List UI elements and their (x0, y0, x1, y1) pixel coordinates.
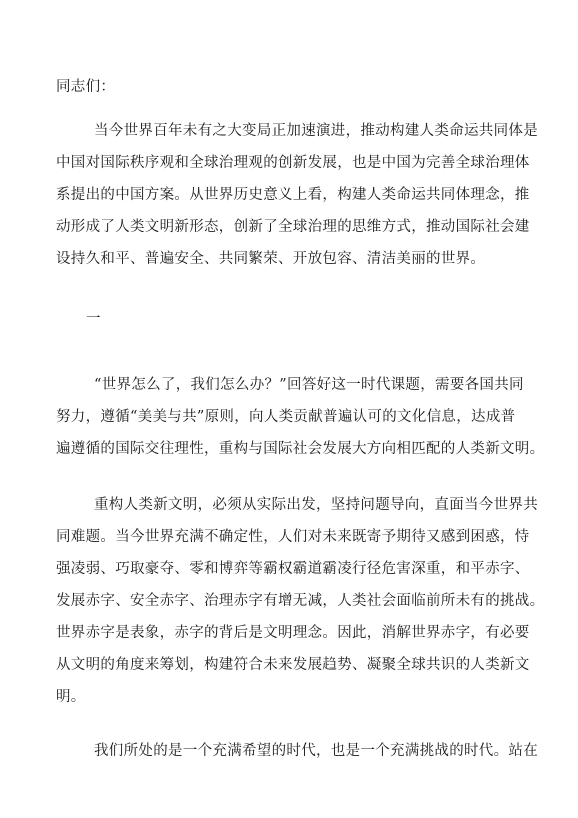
section-number: 一 (86, 311, 101, 327)
paragraph-1-line-2: 中国对国际秩序观和全球治理观的创新发展，也是中国为完善全球治理体 (56, 155, 530, 171)
paragraph-3-line-1: 重构人类新文明，必须从实际出发，坚持问题导向，直面当今世界共 (94, 497, 538, 513)
paragraph-3-line-7: 明。 (56, 689, 86, 705)
paragraph-1-line-1: 当今世界百年未有之大变局正加速演进，推动构建人类命运共同体是 (94, 123, 538, 139)
paragraph-2-line-3: 遍遵循的国际交往理性，重构与国际社会发展大方向相匹配的人类新文明。 (56, 441, 545, 457)
paragraph-3-line-6: 从文明的角度来筹划，构建符合未来发展趋势、凝聚全球共识的人类新文 (56, 657, 530, 673)
paragraph-3-line-3: 强凌弱、巧取豪夺、零和博弈等霸权霸道霸凌行径危害深重，和平赤字、 (56, 561, 530, 577)
paragraph-1-line-3: 系提出的中国方案。从世界历史意义上看，构建人类命运共同体理念，推 (56, 187, 530, 203)
paragraph-3-line-2: 同难题。当今世界充满不确定性，人们对未来既寄予期待又感到困惑，恃 (56, 529, 530, 545)
paragraph-2-line-2: 努力，遵循“美美与共”原则，向人类贡献普遍认可的文化信息，达成普 (56, 409, 516, 425)
paragraph-1-line-5: 设持久和平、普遍安全、共同繁荣、开放包容、清洁美丽的世界。 (56, 251, 486, 267)
salutation: 同志们： (56, 79, 116, 95)
paragraph-4-line-1: 我们所处的是一个充满希望的时代，也是一个充满挑战的时代。站在 (94, 743, 538, 759)
paragraph-2-line-1: “世界怎么了，我们怎么办？”回答好这一时代课题，需要各国共同 (94, 377, 524, 393)
paragraph-3-line-4: 发展赤字、安全赤字、治理赤字有增无减，人类社会面临前所未有的挑战。 (56, 593, 545, 609)
paragraph-1-line-4: 动形成了人类文明新形态，创新了全球治理的思维方式，推动国际社会建 (56, 219, 530, 235)
paragraph-3-line-5: 世界赤字是表象，赤字的背后是文明理念。因此，消解世界赤字，有必要 (56, 625, 530, 641)
